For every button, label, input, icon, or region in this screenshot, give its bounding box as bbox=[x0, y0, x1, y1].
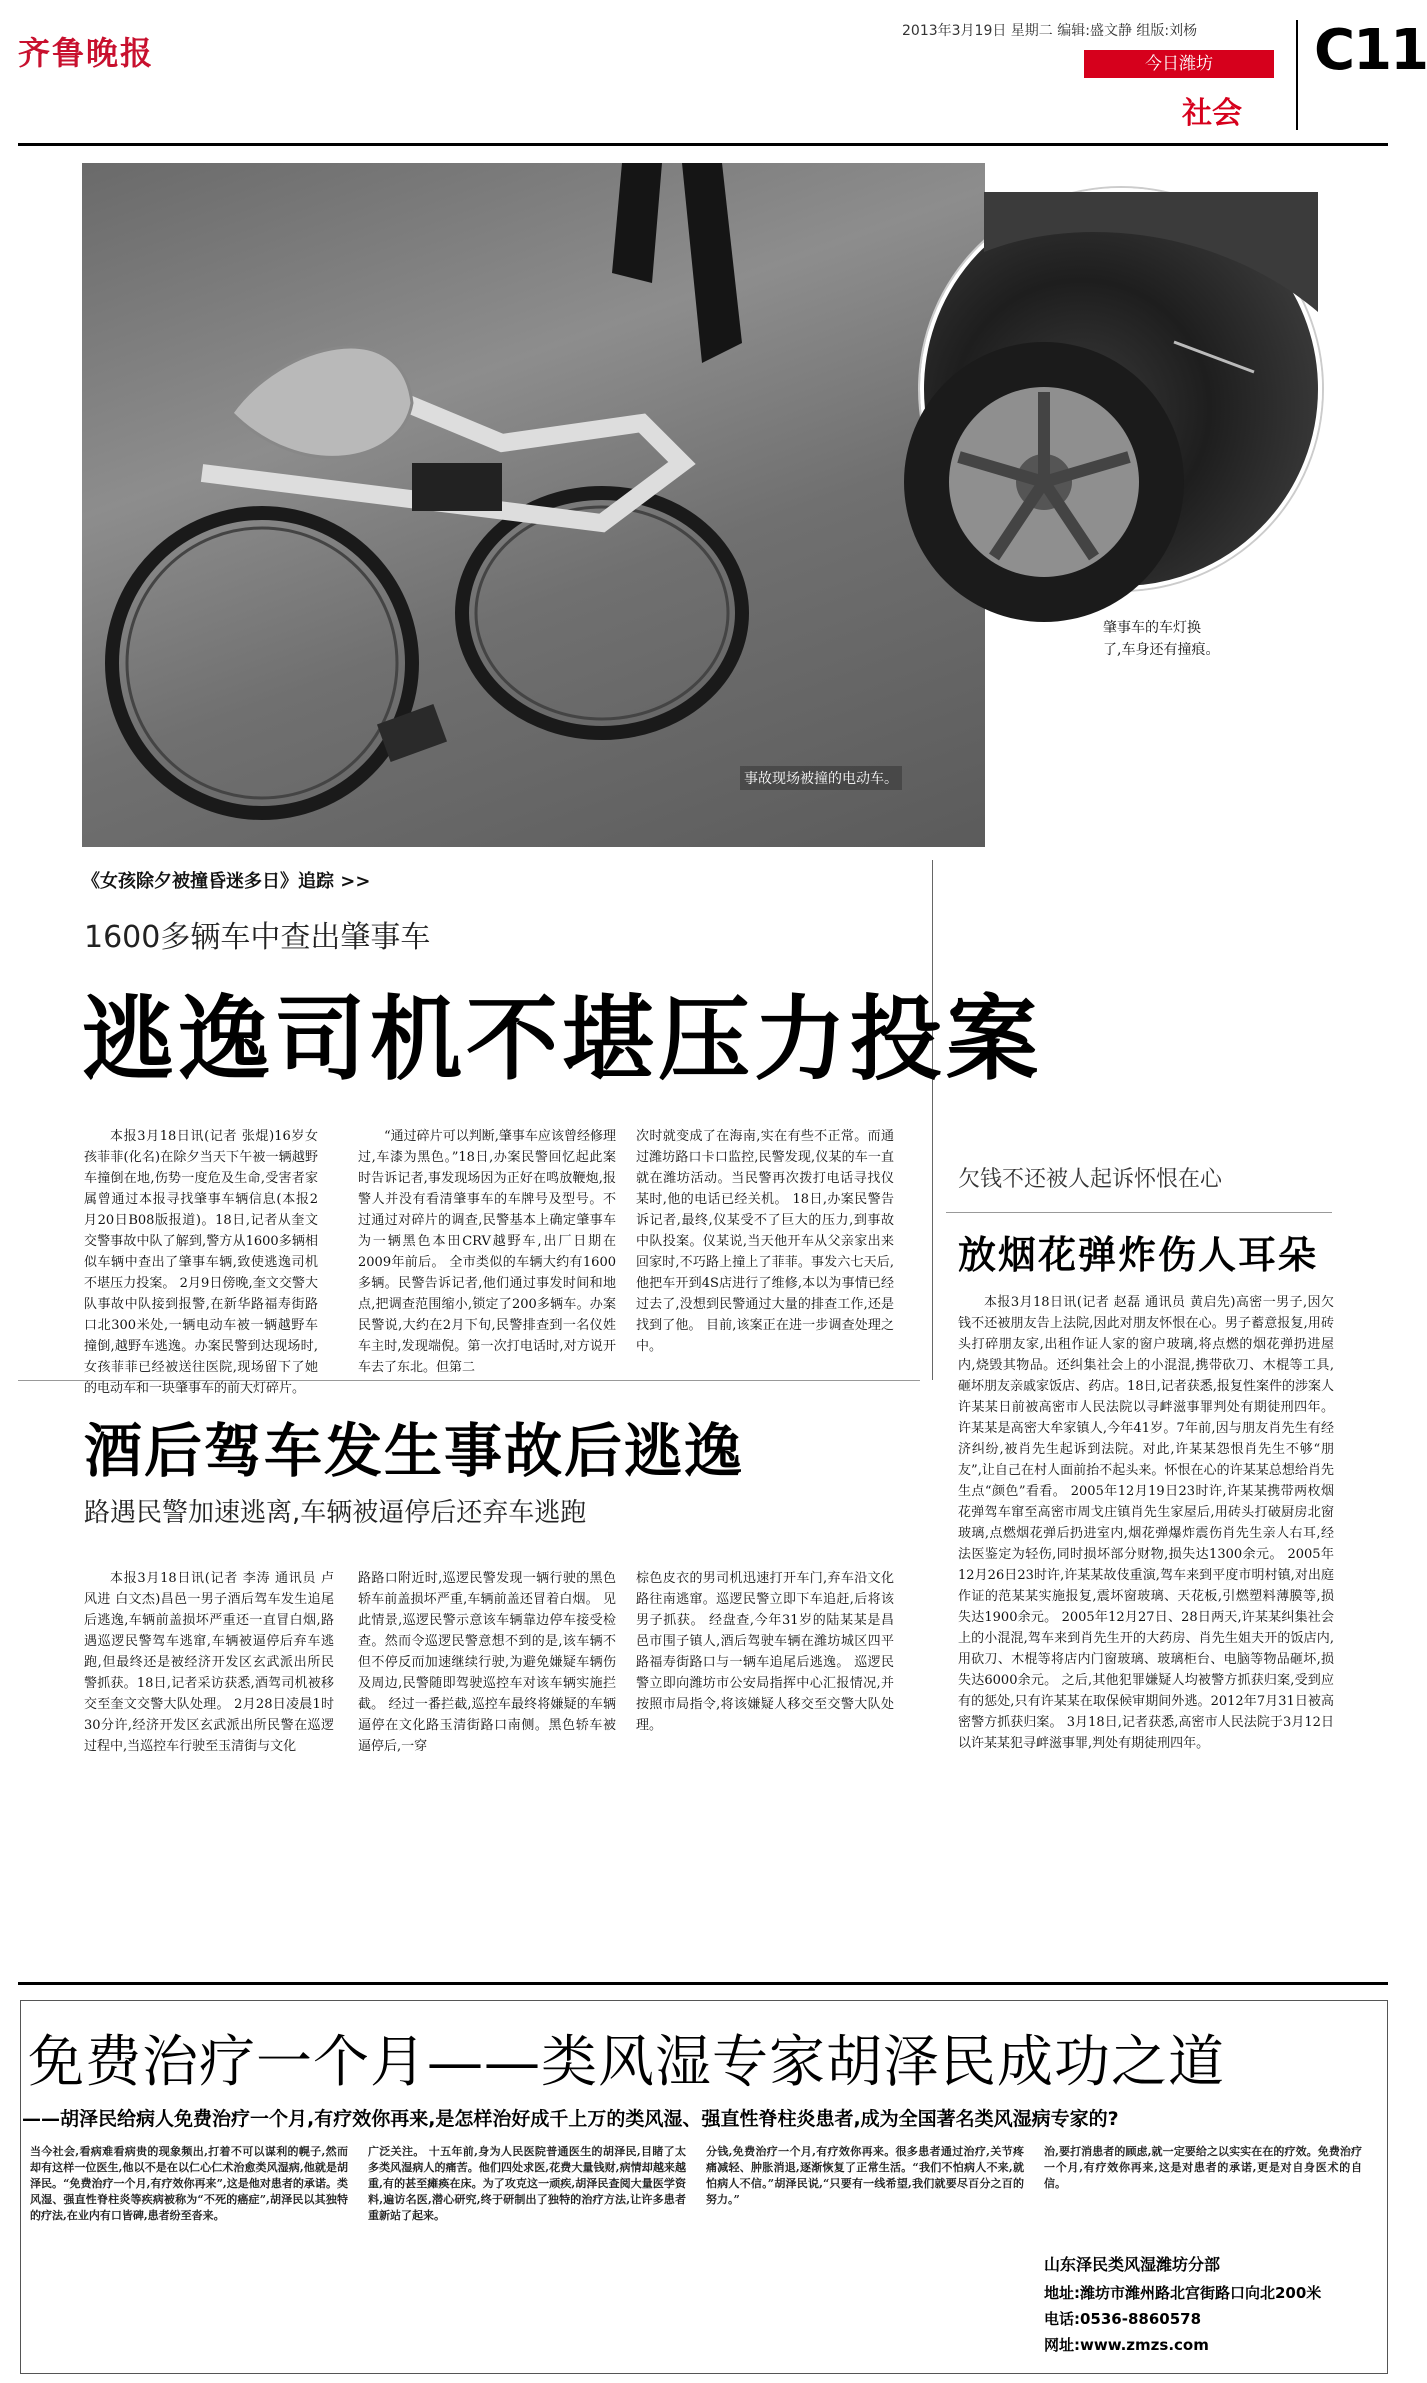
section-label: 社会 bbox=[1182, 96, 1242, 131]
story2-text-1: 本报3月18日讯(记者 李涛 通讯员 卢风进 白文杰)昌邑一男子酒后驾车发生追尾后逃逸,车辆前盖损坏严重还一直冒白烟,路遇巡逻民警驾车逃窜,车辆被逼停后弃车逃跑,但最终还是被经济开发区玄武派出所民警抓获。18日,记者采访获悉,酒驾司机被移交至奎文交警大队处理。 2月28日凌晨1时30分许,经济开发区玄武派出所民警在巡逻过程中,当巡控车行驶至玉清街与文化 bbox=[84, 1571, 334, 1754]
story1-column-2 bbox=[358, 1126, 616, 1390]
story2-headline: 酒后驾车发生事故后逃逸 bbox=[84, 1417, 745, 1485]
column-divider bbox=[932, 860, 933, 1380]
main-photo-caption: 事故现场被撞的电动车。 bbox=[740, 766, 902, 790]
section-badge: 今日潍坊 bbox=[1084, 50, 1274, 78]
story3-rule bbox=[946, 1212, 1332, 1213]
ebike-illustration bbox=[82, 163, 985, 847]
story1-text-1: 本报3月18日讯(记者 张焜)16岁女孩菲菲(化名)在除夕当天下午被一辆越野车撞倒在地,伤势一度危及生命,受害者家属曾通过本报寻找肇事车辆信息(本报2月20日B08版报道)。18日,记者从奎文交警事故中队了解到,警方从1600多辆相似车辆中查出了肇事车辆,致使逃逸司机不堪压力投案。 2月9日傍晚,奎文交警大队事故中队接到报警,在新华路福寿街路口北300米处,一辆电动车被一辆越野车撞倒,越野车逃逸。办案民警到达现场时,女孩菲菲已经被送往医院,现场留下了她的电动车和一块肇事车的前大灯碎片。 bbox=[84, 1129, 318, 1396]
story2-column-2 bbox=[358, 1568, 616, 1968]
ad-organization: 山东泽民类风湿潍坊分部 bbox=[1044, 2255, 1221, 2274]
story2-rule bbox=[18, 1380, 920, 1381]
damaged-car-inset-photo bbox=[920, 188, 1322, 590]
ad-separator-rule bbox=[18, 1982, 1388, 1985]
story2-text-3: 棕色皮衣的男司机迅速打开车门,弃车沿文化路往南逃窜。巡逻民警立即下车追赶,后将该男子抓获。 经盘查,今年31岁的陆某某是昌邑市围子镇人,酒后驾驶车辆在潍坊城区四平路福寿街路口与一辆车追尾后逃逸。 巡逻民警立即向潍坊市公安局指挥中心汇报情况,并按照市局指令,将该嫌疑人移交至交警大队处理。 bbox=[636, 1571, 894, 1733]
story1-column-3 bbox=[636, 1126, 894, 1390]
follow-up-kicker: 《女孩除夕被撞昏迷多日》追踪 >> bbox=[82, 871, 371, 892]
story1-text-2: “通过碎片可以判断,肇事车应该曾经修理过,车漆为黑色。”18日,办案民警回忆起此案时告诉记者,事发现场因为正好在鸣放鞭炮,报警人并没有看清肇事车的车牌号及型号。不过通过对碎片的调查,民警基本上确定肇事车为一辆黑色本田CRV越野车,出厂日期在2009年前后。 全市类似的车辆大约有1600多辆。民警告诉记者,他们通过事发时间和地点,把调查范围缩小,锁定了200多辆车。办案民警说,大约在2月下旬,民警排查到一名仪姓车主时,发现端倪。第一次打电话时,对方说开车去了东北。但第二 bbox=[358, 1129, 616, 1375]
ad-headline: 免费治疗一个月——类风湿专家胡泽民成功之道 bbox=[28, 2030, 1225, 2095]
story2-subhead: 路遇民警加速逃离,车辆被逼停后还弃车逃跑 bbox=[84, 1498, 587, 1528]
story3-kicker: 欠钱不还被人起诉怀恨在心 bbox=[958, 1167, 1223, 1192]
accident-scene-photo bbox=[82, 163, 985, 847]
story1-headline: 逃逸司机不堪压力投案 bbox=[82, 986, 1043, 1093]
ad-column-2: 广泛关注。 十五年前,身为人民医院普通医生的胡泽民,目睹了太多类风湿病人的痛苦。他们四处求医,花费大量钱财,病情却越来越重,有的甚至瘫痪在床。为了攻克这一顽疾,胡泽民查阅大量医学资料,遍访名医,潜心研究,终于研制出了独特的治疗方法,让许多患者重新站了起来。 bbox=[368, 2145, 686, 2222]
story2-column-3 bbox=[636, 1568, 894, 1968]
ad-column-4: 治,要打消患者的顾虑,就一定要给之以实实在在的疗效。免费治疗一个月,有疗效你再来,这是对患者的承诺,更是对自身医术的自信。 bbox=[1044, 2145, 1362, 2190]
story3-text: 本报3月18日讯(记者 赵磊 通讯员 黄启先)高密一男子,因欠钱不还被朋友告上法院,因此对朋友怀恨在心。男子蓄意报复,用砖头打碎朋友家,出租作证人家的窗户玻璃,将点燃的烟花弹扔进屋内,烧毁其物品。还纠集社会上的小混混,携带砍刀、木棍等工具,砸坏朋友亲戚家饭店、药店。18日,记者获悉,报复性案件的涉案人许某某日前被高密市人民法院以寻衅滋事罪判处有期徒刑四年。 许某某是高密大牟家镇人,今年41岁。7年前,因与朋友肖先生有经济纠纷,被肖先生起诉到法院。对此,许某某怨恨肖先生不够“朋友”,让自己在村人面前抬不起头来。怀恨在心的许某某总想给肖先生点“颜色”看看。 2005年12月19日23时许,许某某携带两枚烟花弹驾车窜至高密市周戈庄镇肖先生家屋后,用砖头打破厨房北窗玻璃,点燃烟花弹后扔进室内,烟花弹爆炸震伤肖先生亲人右耳,经法医鉴定为轻伤,同时损坏部分财物,损失达1300余元。 2005年12月26日23时许,许某某故伎重演,驾车来到平度市明村镇,对出庭作证的范某某实施报复,震坏窗玻璃、天花板,引燃塑料薄膜等,损失达1900余元。 2005年12月27日、28日两天,许某某纠集社会上的小混混,驾车来到肖先生开的大药房、肖先生姐夫开的饭店内,用砍刀、木棍等将店内门窗玻璃、玻璃柜台、电脑等物品砸坏,损失达6000余元。 之后,其他犯罪嫌疑人均被警方抓获归案,受到应有的惩处,只有许某某在取保候审期间外逃。2012年7月31日被高密警方抓获归案。 3月18日,记者获悉,高密市人民法院于3月12日以许某某犯寻衅滋事罪,判处有期徒刑四年。 bbox=[958, 1295, 1334, 1751]
date-line: 2013年3月19日 星期二 编辑:盛文静 组版:刘杨 bbox=[902, 23, 1198, 39]
story3-headline: 放烟花弹炸伤人耳朵 bbox=[958, 1233, 1319, 1277]
ad-address: 地址:潍坊市潍州路北宫街路口向北200米 bbox=[1044, 2284, 1322, 2302]
page-number: C11 bbox=[1314, 18, 1427, 83]
story1-text-3: 次时就变成了在海南,实在有些不正常。而通过潍坊路口卡口监控,民警发现,仪某的车一直就在潍坊活动。当民警再次拨打电话寻找仪某时,他的电话已经关机。 18日,办案民警告诉记者,最终,仪某受不了巨大的压力,到事故中队投案。仪某说,当天他开车从父亲家出来回家时,不巧路上撞上了菲菲。事发六七天后,他把车开到4S店进行了维修,本以为事情已经过去了,没想到民警通过大量的排查工作,还是找到了他。 目前,该案正在进一步调查处理之中。 bbox=[636, 1129, 894, 1354]
car-wheel-illustration bbox=[924, 192, 1318, 586]
ad-phone: 电话:0536-8860578 bbox=[1044, 2310, 1202, 2328]
newspaper-masthead: 齐鲁晚报 bbox=[18, 34, 155, 72]
ad-website: 网址:www.zmzs.com bbox=[1044, 2336, 1209, 2354]
ad-column-3: 分钱,免费治疗一个月,有疗效你再来。很多患者通过治疗,关节疼痛减轻、肿胀消退,逐渐恢复了正常生活。“我们不怕病人不来,就怕病人不信。”胡泽民说,“只要有一线希望,我们就要尽百分之百的努力。” bbox=[706, 2145, 1024, 2206]
story1-column-1 bbox=[84, 1126, 318, 1396]
story1-subhead: 1600多辆车中查出肇事车 bbox=[84, 920, 431, 955]
ad-column-1: 当今社会,看病难看病贵的现象频出,打着不可以谋利的幌子,然而却有这样一位医生,他以不是在以仁心仁术治愈类风湿病,他就是胡泽民。“免费治疗一个月,有疗效你再来”,这是他对患者的承诺。类风湿、强直性脊柱炎等疾病被称为“不死的癌症”,胡泽民以其独特的疗法,在业内有口皆碑,患者纷至沓来。 bbox=[30, 2145, 348, 2222]
story2-text-2: 路路口附近时,巡逻民警发现一辆行驶的黑色轿车前盖损坏严重,车辆前盖还冒着白烟。 见此情景,巡逻民警示意该车辆靠边停车接受检查。然而令巡逻民警意想不到的是,该车辆不但不停反而加速继续行驶,为避免嫌疑车辆伤及周边,民警随即驾驶巡控车对该车辆实施拦截。 经过一番拦截,巡控车最终将嫌疑的车辆逼停在文化路玉清街路口南侧。黑色轿车被逼停后,一穿 bbox=[358, 1571, 616, 1754]
header-rule bbox=[18, 143, 1388, 146]
header-divider bbox=[1296, 20, 1298, 130]
story2-column-1 bbox=[84, 1568, 334, 1968]
story3-body bbox=[958, 1292, 1334, 1952]
inset-photo-caption: 肇事车的车灯换 了,车身还有撞痕。 bbox=[1103, 620, 1220, 658]
ad-subhead: ——胡泽民给病人免费治疗一个月,有疗效你再来,是怎样治好成千上万的类风湿、强直性脊柱炎患者,成为全国著名类风湿病专家的? bbox=[22, 2108, 1119, 2130]
